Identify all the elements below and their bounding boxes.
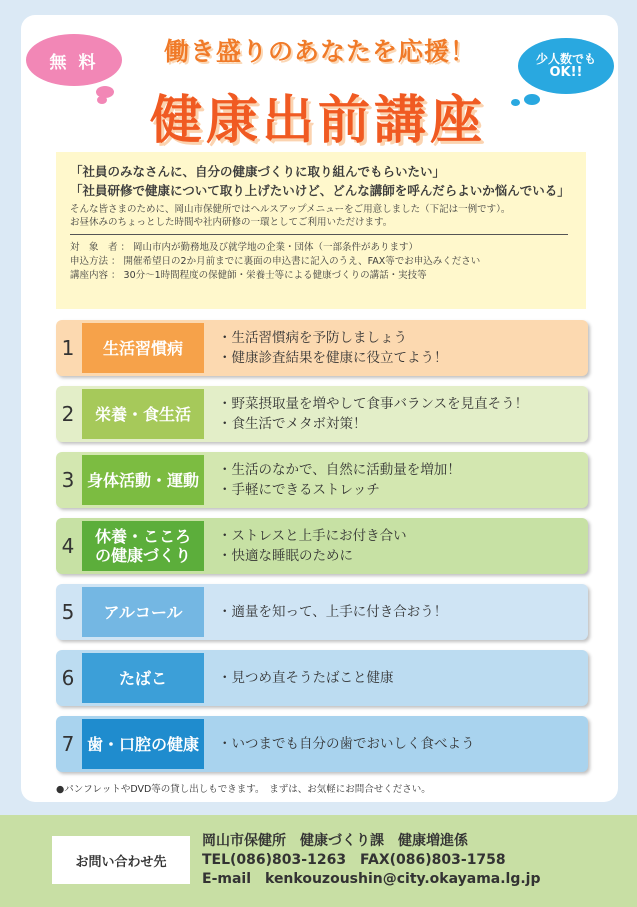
intro-quote-1: 「社員のみなさんに、自分の健康づくりに取り組んでもらいたい」 (70, 164, 446, 179)
topic-points (208, 716, 582, 772)
intro-note-line-2: お昼休みのちょっとした時間や社内研修の一環としてご利用いただけます。 (70, 217, 393, 228)
meta-target: 対 象 者 ： 岡山市内が勤務地及び就学地の企業・団体（一部条件があります） (70, 242, 419, 253)
footnote: ●パンフレットやDVD等の貸し出しもできます。 まずは、お気軽にお問合せください。 (56, 784, 431, 795)
topic-category (82, 389, 204, 439)
contact-email: E-mail kenkouzoushin@city.okayama.lg.jp (202, 871, 541, 887)
small-group-line2: OK!! (549, 65, 583, 80)
topic-point: ・適量を知って、上手に付き合おう！ (218, 604, 448, 620)
topic-category-label: たばこ (118, 668, 167, 688)
topic-row (56, 518, 588, 574)
topic-point: ・野菜摂取量を増やして食事バランスを見直そう！ (218, 396, 529, 412)
topic-point: ・食生活でメタボ対策！ (218, 416, 367, 432)
topic-category-label: 歯・口腔の健康 (86, 734, 199, 754)
small-group-badge (518, 38, 614, 94)
contact-tel-fax: TEL(086)803-1263 FAX(086)803-1758 (202, 852, 506, 868)
topic-points (208, 584, 582, 640)
topic-row (56, 320, 588, 376)
topic-number: 4 (61, 534, 75, 558)
topic-category (82, 719, 204, 769)
topic-point: ・見つめ直そうたばこと健康 (218, 670, 394, 686)
topic-number: 2 (61, 402, 75, 426)
topic-points (208, 650, 582, 706)
topic-row (56, 386, 588, 442)
topic-category-label: 休養・こころの健康づくり (94, 527, 191, 565)
topic-points (208, 518, 582, 574)
small-group-line1: 少人数でも (535, 52, 596, 66)
free-badge-label: 無 料 (49, 52, 99, 73)
contact-info (202, 832, 541, 889)
topic-category-label: 生活習慣病 (102, 338, 183, 358)
topic-category (82, 587, 204, 637)
intro-meta (70, 241, 574, 283)
intro-quote-2: 「社員研修で健康について取り上げたいけど、どんな講師を呼んだらよいか悩んでいる」 (70, 183, 570, 198)
free-badge (26, 34, 122, 86)
topic-category (82, 521, 204, 571)
topic-point: ・手軽にできるストレッチ (218, 482, 380, 498)
topic-number: 6 (61, 666, 75, 690)
topic-number: 5 (61, 600, 75, 624)
topic-category-label: 身体活動・運動 (86, 470, 199, 490)
meta-application: 申込方法 ： 開催希望日の2か月前までに裏面の申込書に記入のうえ、FAX等でお申込みください (70, 256, 481, 267)
intro-note-line-1: そんな皆さまのために、岡山市保健所ではヘルスアップメニューをご用意しました（下記は一例です）。 (70, 204, 511, 215)
meta-content: 講座内容 ： 30分〜1時間程度の保健師・栄養士等による健康づくりの講話・実技等 (70, 270, 427, 281)
topic-point: ・いつまでも自分の歯でおいしく食べよう (218, 736, 475, 752)
topic-category (82, 455, 204, 505)
topic-point: ・生活習慣病を予防しましょう (218, 330, 407, 346)
topic-category (82, 323, 204, 373)
topic-row (56, 452, 588, 508)
topic-row (56, 650, 588, 706)
contact-org: 岡山市保健所 健康づくり課 健康増進係 (202, 833, 468, 849)
topic-number: 7 (61, 732, 75, 756)
topic-point: ・快適な睡眠のために (218, 548, 353, 564)
free-badge-tail-dot (97, 96, 107, 104)
topic-points (208, 320, 582, 376)
page-title: 健康出前講座 (149, 91, 486, 151)
page-subtitle: 働き盛りのあなたを応援！ (163, 37, 476, 66)
topic-point: ・健康診査結果を健康に役立てよう！ (218, 350, 448, 366)
topic-points (208, 386, 582, 442)
topic-number: 3 (61, 468, 75, 492)
topic-point: ・ストレスと上手にお付き合い (218, 528, 407, 544)
intro-note (70, 203, 574, 229)
topic-category-label: アルコール (103, 602, 183, 622)
topic-point: ・生活のなかで、自然に活動量を増加！ (218, 462, 461, 478)
topic-category-label: 栄養・食生活 (94, 404, 191, 424)
intro-box (56, 152, 586, 309)
topic-row (56, 716, 588, 772)
topic-category (82, 653, 204, 703)
topic-number: 1 (61, 336, 75, 360)
topic-row (56, 584, 588, 640)
intro-divider (70, 234, 568, 235)
contact-label: お問い合わせ先 (52, 836, 190, 884)
topic-points (208, 452, 582, 508)
